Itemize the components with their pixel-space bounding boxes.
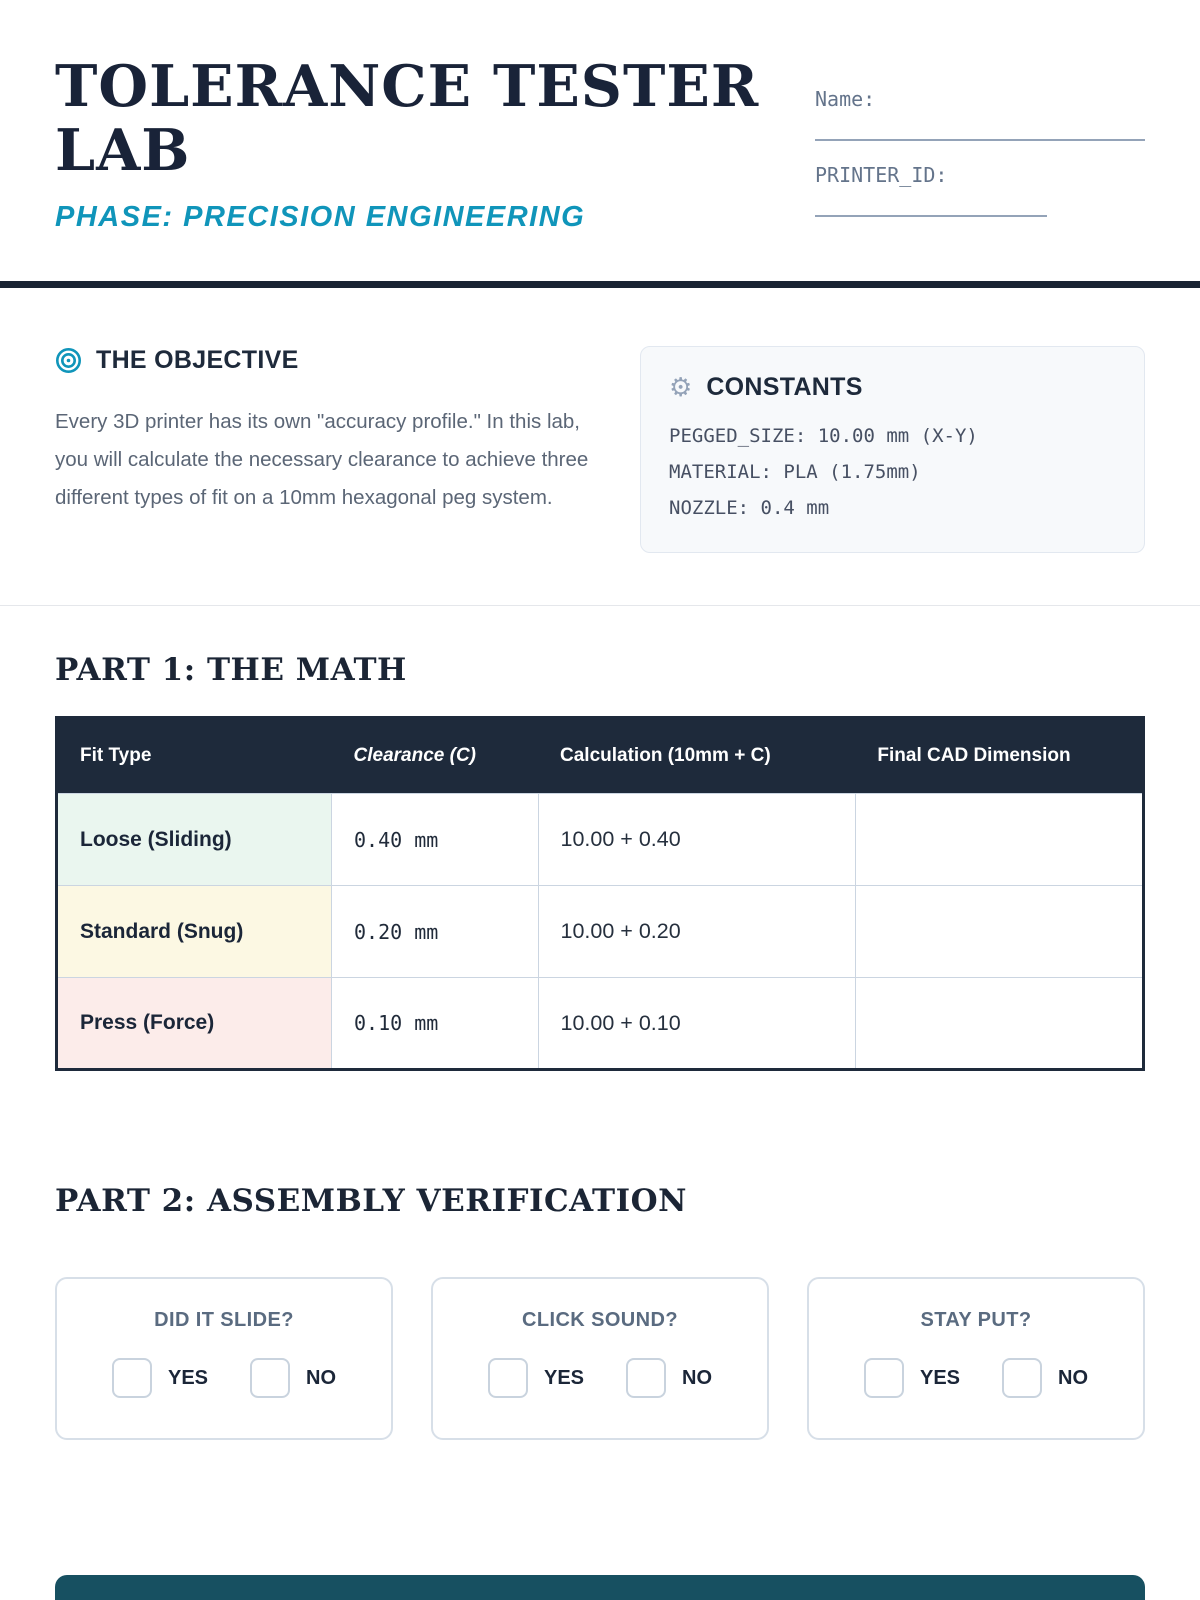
no-checkbox[interactable] [626, 1358, 666, 1398]
calculation-cell: 10.00 + 0.20 [538, 886, 855, 978]
constants-card [640, 346, 1145, 553]
constants-lines [669, 418, 1116, 526]
printer-id-label: PRINTER_ID: [815, 163, 948, 187]
table-row-loose [57, 794, 1144, 886]
col-header-final-cad: Final CAD Dimension [855, 718, 1143, 794]
part2-heading: PART 2: ASSEMBLY VERIFICATION [55, 1183, 687, 1219]
col-header-calculation: Calculation (10mm + C) [538, 718, 855, 794]
constant-pegged-size: PEGGED_SIZE: 10.00 mm (X-Y) [669, 425, 978, 447]
no-checkbox[interactable] [250, 1358, 290, 1398]
constants-heading: CONSTANTS [706, 373, 863, 401]
target-icon [55, 347, 82, 374]
table-row-press [57, 978, 1144, 1070]
verification-card-stay [807, 1277, 1145, 1440]
constant-material: MATERIAL: PLA (1.75mm) [669, 461, 921, 483]
calculation-cell: 10.00 + 0.10 [538, 978, 855, 1070]
header-title-block [55, 55, 759, 239]
header [55, 0, 1145, 239]
final-cad-cell[interactable] [855, 794, 1143, 886]
header-divider [0, 281, 1200, 288]
final-cad-cell[interactable] [855, 886, 1143, 978]
math-table [55, 716, 1145, 1071]
yes-label: YES [167, 1366, 209, 1389]
fit-type-cell: Standard (Snug) [57, 886, 332, 978]
verification-cards [55, 1277, 1145, 1440]
objective-body-text: Every 3D printer has its own "accuracy profile." In this lab, you will calculate the necessary clearance to achieve three different types of fit on a 10mm hexagonal peg system. [55, 410, 589, 509]
yes-checkbox[interactable] [112, 1358, 152, 1398]
printer-id-input-line[interactable] [815, 187, 1047, 217]
table-header-row [57, 718, 1144, 794]
yes-label: YES [543, 1366, 585, 1389]
gear-icon: ⚙ [669, 372, 693, 403]
clearance-cell: 0.40 mm [332, 794, 539, 886]
clearance-cell: 0.10 mm [332, 978, 539, 1070]
verification-question: CLICK SOUND? [522, 1309, 678, 1331]
header-fields [815, 55, 1145, 239]
yes-checkbox[interactable] [488, 1358, 528, 1398]
no-checkbox[interactable] [1002, 1358, 1042, 1398]
footer-bar [55, 1575, 1145, 1600]
table-row-standard [57, 886, 1144, 978]
page-title-line2: LAB [55, 117, 191, 184]
name-input-line[interactable] [815, 111, 1145, 141]
final-cad-cell[interactable] [855, 978, 1143, 1070]
calculation-cell: 10.00 + 0.40 [538, 794, 855, 886]
objective-heading: THE OBJECTIVE [96, 346, 299, 374]
fit-type-cell: Loose (Sliding) [57, 794, 332, 886]
verification-question: DID IT SLIDE? [154, 1309, 294, 1331]
objective-section [55, 288, 1145, 553]
section-divider [0, 605, 1200, 606]
constant-nozzle: NOZZLE: 0.4 mm [669, 497, 830, 519]
page-subtitle: PHASE: PRECISION ENGINEERING [55, 201, 586, 233]
page-title [55, 55, 759, 183]
part1-heading: PART 1: THE MATH [55, 652, 407, 688]
no-label: NO [306, 1366, 337, 1389]
name-label: Name: [815, 87, 876, 111]
page-title-line1: TOLERANCE TESTER [55, 53, 760, 120]
col-header-clearance: Clearance (C) [332, 718, 539, 794]
verification-card-slide [55, 1277, 393, 1440]
clearance-cell: 0.20 mm [332, 886, 539, 978]
col-header-fit-type: Fit Type [57, 718, 332, 794]
yes-checkbox[interactable] [864, 1358, 904, 1398]
yes-label: YES [919, 1366, 961, 1389]
no-label: NO [1058, 1366, 1089, 1389]
objective-block [55, 346, 595, 553]
fit-type-cell: Press (Force) [57, 978, 332, 1070]
verification-card-click [431, 1277, 769, 1440]
verification-question: STAY PUT? [920, 1309, 1032, 1331]
no-label: NO [682, 1366, 713, 1389]
